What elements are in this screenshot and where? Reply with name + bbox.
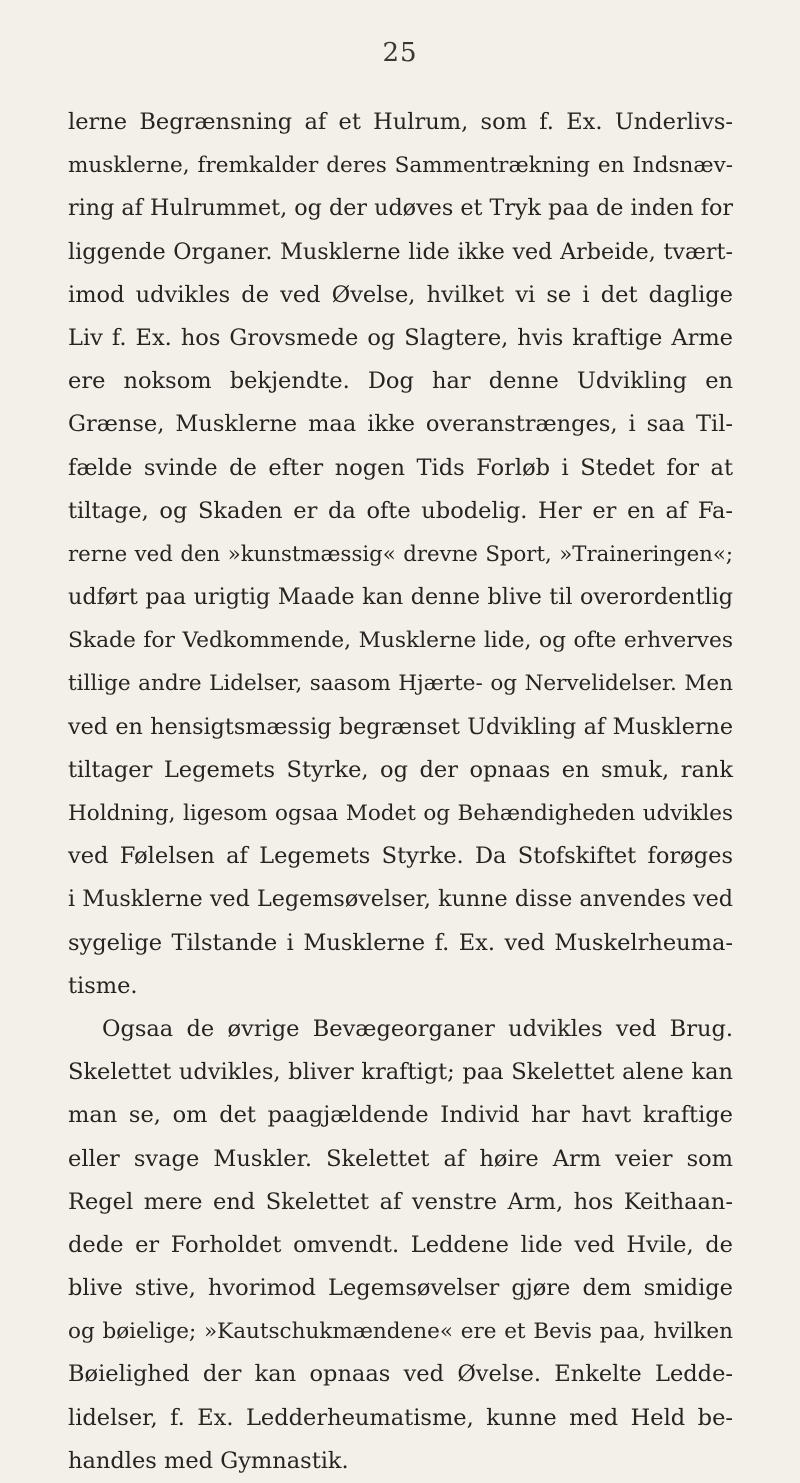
text-line: tiltager Legemets Styrke, og der opnaas en smuk, rank bbox=[68, 756, 733, 783]
text-line: udført paa urigtig Maade kan denne blive til overordentlig bbox=[68, 584, 733, 611]
text-line: ved en hensigtsmæssig begrænset Udvikling af Musklerne bbox=[68, 713, 733, 740]
text-line: i Musklerne ved Legemsøvelser, kunne disse anvendes ved bbox=[68, 886, 733, 913]
text-line: dede er Forholdet omvendt. Leddene lide ved Hvile, de bbox=[68, 1231, 733, 1258]
text-line: tillige andre Lidelser, saasom Hjærte- og Nervelidelser. Men bbox=[68, 671, 733, 697]
text-line: Regel mere end Skelettet af venstre Arm, hos Keithaan- bbox=[68, 1188, 733, 1215]
text-line: Grænse, Musklerne maa ikke overanstrænges, i saa Til- bbox=[68, 411, 733, 438]
text-line: Bøielighed der kan opnaas ved Øvelse. Enkelte Ledde- bbox=[68, 1361, 733, 1388]
text-line: fælde svinde de efter nogen Tids Forløb i Stedet for at bbox=[68, 454, 733, 481]
text-line: handles med Gymnastik. bbox=[68, 1447, 349, 1474]
text-line: Skelettet udvikles, bliver kraftigt; paa Skelettet alene kan bbox=[68, 1059, 733, 1086]
text-line: ved Følelsen af Legemets Styrke. Da Stofskiftet forøges bbox=[68, 843, 733, 870]
text-line: imod udvikles de ved Øvelse, hvilket vi se i det daglige bbox=[68, 281, 733, 308]
text-line: musklerne, fremkalder deres Sammentrækning en Indsnæv- bbox=[68, 153, 733, 179]
text-line: man se, om det paagjældende Individ har havt kraftige bbox=[68, 1102, 733, 1129]
text-line: eller svage Muskler. Skelettet af høire Arm veier som bbox=[68, 1145, 733, 1172]
text-line: tisme. bbox=[68, 972, 138, 999]
text-line: Skade for Vedkommende, Musklerne lide, og ofte erhverves bbox=[68, 628, 733, 654]
text-line: ring af Hulrummet, og der udøves et Tryk paa de inden for bbox=[68, 195, 733, 222]
text-line: ere noksom bekjendte. Dog har denne Udvikling en bbox=[68, 368, 733, 395]
text-line: lerne Begrænsning af et Hulrum, som f. Ex. Underlivs- bbox=[68, 109, 733, 135]
text-line: rerne ved den »kunstmæssig« drevne Sport, »Traineringen«; bbox=[68, 541, 733, 567]
text-line: Liv f. Ex. hos Grovsmede og Slagtere, hvis kraftige Arme bbox=[68, 324, 733, 351]
text-line: Ogsaa de øvrige Bevægeorganer udvikles ved Brug. bbox=[102, 1015, 733, 1042]
page-number: 25 bbox=[382, 38, 418, 68]
text-line: liggende Organer. Musklerne lide ikke ved Arbeide, tvært- bbox=[68, 238, 733, 265]
text-line: og bøielige; »Kautschukmændene« ere et Bevis paa, hvilken bbox=[68, 1319, 733, 1345]
text-line: sygelige Tilstande i Musklerne f. Ex. ved Muskelrheuma- bbox=[68, 929, 733, 956]
body-text bbox=[68, 101, 733, 1483]
text-line: Holdning, ligesom ogsaa Modet og Behændigheden udvikles bbox=[68, 801, 733, 826]
text-line: lidelser, f. Ex. Ledderheumatisme, kunne med Held be- bbox=[68, 1404, 733, 1431]
text-line: tiltage, og Skaden er da ofte ubodelig. Her er en af Fa- bbox=[68, 497, 733, 524]
text-line: blive stive, hvorimod Legemsøvelser gjøre dem smidige bbox=[68, 1275, 733, 1302]
